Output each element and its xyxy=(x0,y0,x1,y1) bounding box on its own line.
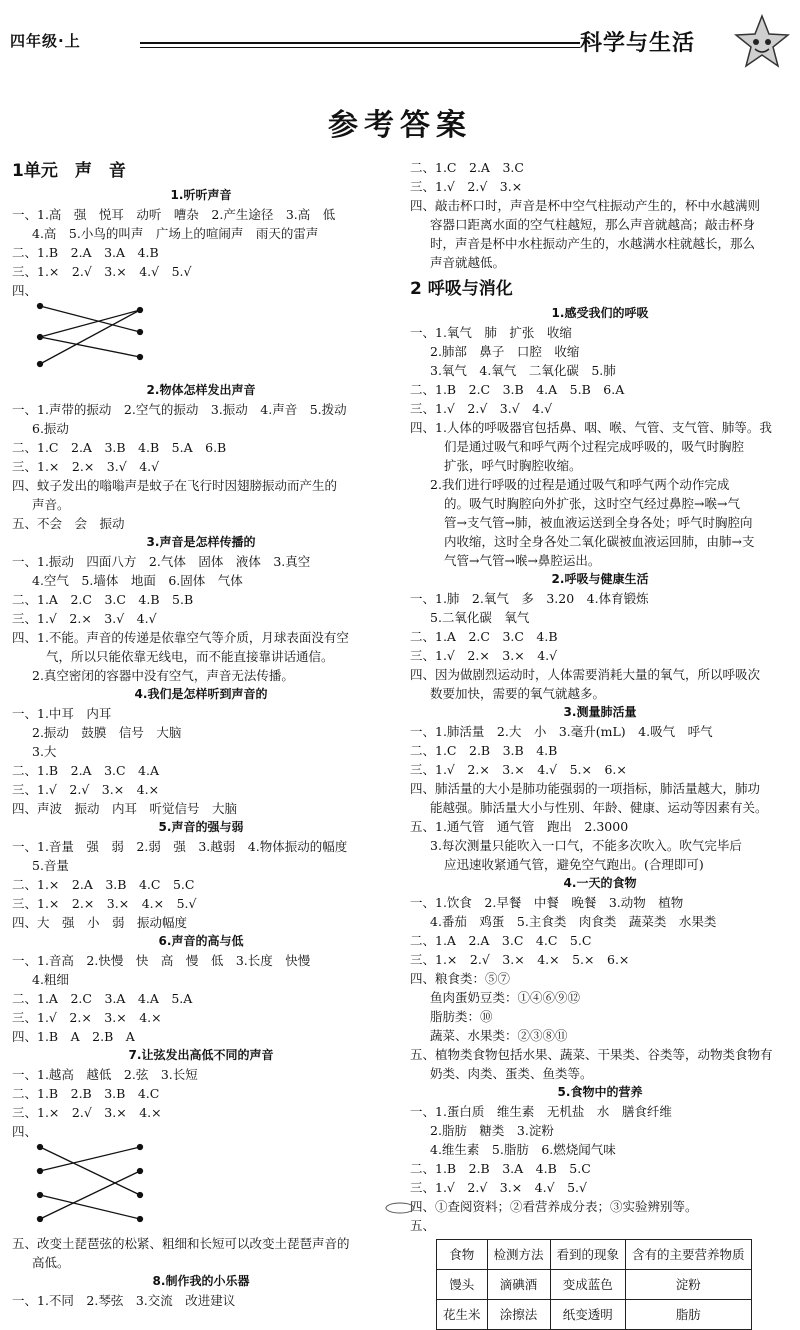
table-cell: 花生米 xyxy=(437,1300,488,1330)
answer-line: 二、1.B 2.A 3.C 4.A xyxy=(12,763,160,778)
table-cell: 淀粉 xyxy=(626,1270,752,1300)
answer-line: 一、1.音高 2.快慢 快 高 慢 低 3.长度 快慢 xyxy=(12,953,311,968)
section-title: 4.一天的食物 xyxy=(563,876,637,890)
answer-line: 二、1.A 2.A 3.C 4.C 5.C xyxy=(410,933,592,948)
section-title: 8.制作我的小乐器 xyxy=(152,1274,250,1288)
answer-line: 三、1.√ 2.√ 3.× 4.√ 5.√ xyxy=(410,1180,587,1195)
answer-line: 一、1.高 强 悦耳 动听 嘈杂 2.产生途径 3.高 低 xyxy=(12,207,336,222)
answer-line: 鱼肉蛋奶豆类：①④⑥⑨⑫ xyxy=(430,990,581,1005)
answer-line: 二、1.B 2.B 3.B 4.C xyxy=(12,1086,160,1101)
answer-line: 四、1.人体的呼吸器官包括鼻、咽、喉、气管、支气管、肺等。我 xyxy=(410,420,772,435)
answer-line: 扩张，呼气时胸腔收缩。 xyxy=(444,458,582,473)
right-column xyxy=(410,158,790,1330)
answer-line: 3.大 xyxy=(32,744,57,759)
answer-line: 一、1.音量 强 弱 2.弱 强 3.越弱 4.物体振动的幅度 xyxy=(12,839,348,854)
section-title: 5.声音的强与弱 xyxy=(158,820,244,834)
section-title: 2.呼吸与健康生活 xyxy=(551,572,649,586)
answer-line: 一、1.振动 四面八方 2.气体 固体 液体 3.真空 xyxy=(12,554,311,569)
answer-line: 们是通过吸气和呼气两个过程完成呼吸的，吸气时胸腔 xyxy=(444,439,745,454)
answer-line: 奶类、肉类、蛋类、鱼类等。 xyxy=(430,1066,593,1081)
answer-line: 四、①查阅资料；②看营养成分表；③实验辨别等。 xyxy=(410,1199,698,1214)
answer-line: 气管→气管→喉→鼻腔运出。 xyxy=(444,553,601,568)
answer-line: 2.真空密闭的容器中没有空气，声音无法传播。 xyxy=(32,668,294,683)
grade-label: 四年级·上 xyxy=(10,32,81,50)
answer-line: 脂肪类：⑩ xyxy=(430,1009,493,1024)
table-cell: 涂擦法 xyxy=(487,1300,550,1330)
answer-line: 管→支气管→肺，被血液运送到全身各处；呼气时胸腔向 xyxy=(444,515,753,530)
answer-line: 3.氧气 4.氧气 二氧化碳 5.肺 xyxy=(430,363,616,378)
answer-line: 应迅速收紧通气管，避免空气跑出。(合理即可) xyxy=(444,857,704,872)
answer-line: 四、1.B A 2.B A xyxy=(12,1029,135,1044)
table-header-row xyxy=(437,1240,752,1270)
answer-line: 三、1.√ 2.√ 3.√ 4.√ xyxy=(410,401,553,416)
table-header-cell: 检测方法 xyxy=(487,1240,550,1270)
answer-line: 一、1.饮食 2.早餐 中餐 晚餐 3.动物 植物 xyxy=(410,895,684,910)
table-cell: 纸变透明 xyxy=(550,1300,626,1330)
table-header-cell: 食物 xyxy=(437,1240,488,1270)
answer-line: 三、1.√ 2.× 3.× 4.√ 5.× 6.× xyxy=(410,762,627,777)
answer-line: 一、1.不同 2.琴弦 3.交流 改进建议 xyxy=(12,1293,236,1308)
table-cell: 滴碘酒 xyxy=(487,1270,550,1300)
section-title: 6.声音的高与低 xyxy=(158,934,244,948)
answer-line: 二、1.A 2.C 3.C 4.B xyxy=(410,629,558,644)
section-title: 4.我们是怎样听到声音的 xyxy=(134,687,268,701)
answer-line: 三、1.× 2.√ 3.× 4.× xyxy=(12,1105,162,1120)
answer-line: 4.高 5.小鸟的叫声 广场上的喧闹声 雨天的雷声 xyxy=(32,226,319,241)
answer-line: 声音。 xyxy=(32,497,70,512)
answer-line: 时，声音是杯中水柱振动产生的，水越满水柱就越长，那么 xyxy=(430,236,756,251)
nutrient-table xyxy=(436,1239,752,1330)
answer-line: 4.维生素 5.脂肪 6.燃烧闻气味 xyxy=(430,1142,616,1157)
answer-line: 内收缩，这时全身各处二氧化碳被血液运回肺，由肺→支 xyxy=(444,534,755,549)
answer-line: 4.粗细 xyxy=(32,972,69,987)
answer-line: 气，所以只能依靠无线电，而不能直接靠讲话通信。 xyxy=(46,649,334,664)
answer-line: 一、1.中耳 内耳 xyxy=(12,706,112,721)
table-header-cell: 含有的主要营养物质 xyxy=(626,1240,752,1270)
answer-line: 四、大 强 小 弱 振动幅度 xyxy=(12,915,188,930)
brand-title: 科学与生活 xyxy=(580,31,696,56)
answer-line: 四、1.不能。声音的传递是依靠空气等介质，月球表面没有空 xyxy=(12,630,349,645)
answer-line: 三、1.√ 2.× 3.× 4.× xyxy=(12,1010,162,1025)
answer-line: 四、 xyxy=(12,1124,38,1139)
section-title: 1.感受我们的呼吸 xyxy=(551,306,649,320)
unit-1-title: 1单元 声 音 xyxy=(12,161,126,181)
answer-line: 声音就越低。 xyxy=(430,255,506,270)
answer-line: 三、1.× 2.√ 3.× 4.√ 5.√ xyxy=(12,264,192,279)
answer-line: 三、1.√ 2.√ 3.× xyxy=(410,179,523,194)
answer-line: 二、1.C 2.B 3.B 4.B xyxy=(410,743,558,758)
answer-line: 4.番茄 鸡蛋 5.主食类 肉食类 蔬菜类 水果类 xyxy=(430,914,717,929)
answer-line: 四、敲击杯口时，声音是杯中空气柱振动产生的，杯中水越满则 xyxy=(410,198,761,213)
left-column xyxy=(12,158,390,1310)
answer-line: 五、1.通气管 通气管 跑出 2.3000 xyxy=(410,819,629,834)
answer-line: 二、1.A 2.C 3.C 4.B 5.B xyxy=(12,592,194,607)
table-cell: 变成蓝色 xyxy=(550,1270,626,1300)
section-title: 3.测量肺活量 xyxy=(563,705,637,719)
header-rule-thin xyxy=(140,47,580,48)
answer-line: 五、改变土琵琶弦的松紧、粗细和长短可以改变土琵琶声音的 xyxy=(12,1236,350,1251)
answer-line: 五、不会 会 振动 xyxy=(12,516,125,531)
answer-line: 数要加快，需要的氧气就越多。 xyxy=(430,686,606,701)
answer-line: 2.我们进行呼吸的过程是通过吸气和呼气两个动作完成 xyxy=(430,477,730,492)
answer-line: 一、1.氧气 肺 扩张 收缩 xyxy=(410,325,572,340)
answer-line: 五、植物类食物包括水果、蔬菜、干果类、谷类等，动物类食物有 xyxy=(410,1047,773,1062)
section-title: 5.食物中的营养 xyxy=(557,1085,643,1099)
unit-2-title: 2 呼吸与消化 xyxy=(410,279,513,299)
answer-line: 2.脂肪 糖类 3.淀粉 xyxy=(430,1123,554,1138)
answer-line: 蔬菜、水果类：②③⑧⑪ xyxy=(430,1028,568,1043)
answer-line: 5.二氧化碳 氧气 xyxy=(430,610,530,625)
answer-line: 一、1.肺活量 2.大 小 3.毫升(mL) 4.吸气 呼气 xyxy=(410,724,713,739)
answer-line: 三、1.√ 2.× 3.× 4.√ xyxy=(410,648,558,663)
table-header-cell: 看到的现象 xyxy=(550,1240,626,1270)
answer-line: 四、蚊子发出的嗡嗡声是蚊子在飞行时因翅膀振动而产生的 xyxy=(12,478,338,493)
answer-line: 3.每次测量只能吹入一口气，不能多次吹入。吹气完毕后 xyxy=(430,838,742,853)
answer-line: 二、1.B 2.B 3.A 4.B 5.C xyxy=(410,1161,591,1176)
answer-line: 2.肺部 鼻子 口腔 收缩 xyxy=(430,344,580,359)
page-title: 参考答案 xyxy=(328,108,472,143)
answer-line: 5.音量 xyxy=(32,858,69,873)
answer-line: 一、1.蛋白质 维生素 无机盐 水 膳食纤维 xyxy=(410,1104,672,1119)
answer-line: 一、1.声带的振动 2.空气的振动 3.振动 4.声音 5.拨动 xyxy=(12,402,347,417)
answer-line: 四、粮食类：⑤⑦ xyxy=(410,971,511,986)
answer-line: 的。吸气时胸腔向外扩张，这时空气经过鼻腔→喉→气 xyxy=(444,496,740,511)
table-cell: 脂肪 xyxy=(626,1300,752,1330)
section-title: 1.听听声音 xyxy=(170,188,232,202)
answer-line: 二、1.× 2.A 3.B 4.C 5.C xyxy=(12,877,195,892)
answer-line: 6.振动 xyxy=(32,421,69,436)
answer-line: 2.振动 鼓膜 信号 大脑 xyxy=(32,725,182,740)
answer-line: 四、肺活量的大小是肺功能强弱的一项指标，肺活量越大，肺功 xyxy=(410,781,761,796)
answer-line: 容器口距离水面的空气柱越短，那么声音就越高；敲击杯身 xyxy=(430,217,756,232)
answer-line: 四、 xyxy=(12,283,38,298)
answer-line: 二、1.B 2.C 3.B 4.A 5.B 6.A xyxy=(410,382,625,397)
header-rule xyxy=(140,42,580,44)
answer-line: 二、1.A 2.C 3.A 4.A 5.A xyxy=(12,991,193,1006)
answer-line: 4.空气 5.墙体 地面 6.固体 气体 xyxy=(32,573,243,588)
answer-line: 二、1.B 2.A 3.A 4.B xyxy=(12,245,159,260)
answer-line: 二、1.C 2.A 3.C xyxy=(410,160,524,175)
matching-diagram-2 xyxy=(36,1143,146,1225)
table-row xyxy=(437,1300,752,1330)
page-header xyxy=(0,0,800,90)
answer-line: 一、1.肺 2.氧气 多 3.20 4.体育锻炼 xyxy=(410,591,649,606)
answer-line: 四、因为做剧烈运动时，人体需要消耗大量的氧气，所以呼吸次 xyxy=(410,667,761,682)
star-mascot-icon xyxy=(735,14,790,74)
section-title: 2.物体怎样发出声音 xyxy=(146,383,256,397)
answer-line: 二、1.C 2.A 3.B 4.B 5.A 6.B xyxy=(12,440,227,455)
section-title: 7.让弦发出高低不同的声音 xyxy=(128,1048,274,1062)
answer-line: 高低。 xyxy=(32,1255,70,1270)
answer-line: 四、声波 振动 内耳 听觉信号 大脑 xyxy=(12,801,238,816)
section-title: 3.声音是怎样传播的 xyxy=(146,535,256,549)
table-cell: 馒头 xyxy=(437,1270,488,1300)
answer-line: 三、1.√ 2.× 3.√ 4.√ xyxy=(12,611,157,626)
answer-line: 三、1.√ 2.√ 3.× 4.× xyxy=(12,782,160,797)
answer-line: 一、1.越高 越低 2.弦 3.长短 xyxy=(12,1067,198,1082)
answer-line: 三、1.× 2.× 3.√ 4.√ xyxy=(12,459,160,474)
page-number-ornament xyxy=(380,1200,420,1214)
answer-line: 三、1.× 2.√ 3.× 4.× 5.× 6.× xyxy=(410,952,630,967)
answer-line: 能越强。肺活量大小与性别、年龄、健康、运动等因素有关。 xyxy=(430,800,768,815)
matching-diagram-1 xyxy=(36,302,146,372)
answer-line: 三、1.× 2.× 3.× 4.× 5.√ xyxy=(12,896,197,911)
table-row xyxy=(437,1270,752,1300)
answer-line: 五、 xyxy=(410,1218,436,1233)
